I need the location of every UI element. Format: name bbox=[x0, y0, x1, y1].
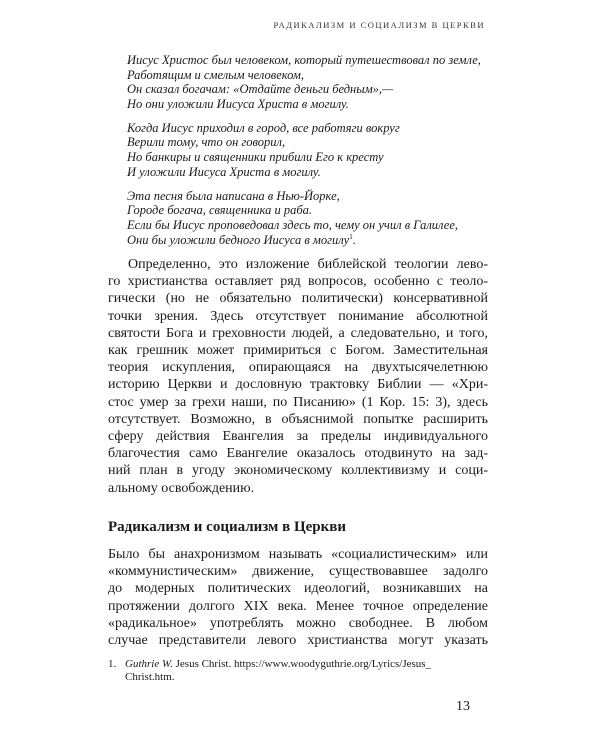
footnote bbox=[108, 658, 488, 683]
footnote-ref[interactable]: 1 bbox=[349, 231, 353, 241]
verse-line: Они бы уложили бедного Иисуса в могилу$^1$. bbox=[127, 231, 356, 247]
paragraph-line: историю Церкви и дословную трактовку Библии — «Хри- bbox=[108, 377, 488, 393]
footnote-text: Jesus Christ. https://www.woodyguthrie.org/Lyrics/Jesus_ bbox=[172, 658, 432, 670]
paragraph-line: сферу действия Евангелия за пределы индивидуального bbox=[108, 429, 488, 445]
paragraph-line: как грешник может примириться с Богом. Заместительная bbox=[108, 343, 488, 359]
paragraph-line: альному освобождению. bbox=[108, 480, 255, 496]
verse-line: Иисус Христос был человеком, который путешествовал по земле, bbox=[127, 53, 481, 67]
page-number: 13 bbox=[456, 699, 470, 714]
stanza bbox=[127, 189, 481, 247]
body-paragraph bbox=[108, 546, 488, 649]
verse-line: И уложили Иисуса Христа в могилу. bbox=[127, 164, 321, 179]
paragraph-line: Определенно, это изложение библейской теологии лево- bbox=[128, 257, 488, 272]
verse-line: Работящим и смелым человеком, bbox=[127, 67, 304, 82]
paragraph-line: го христианства оставляет ряд вопросов, особенно с теоло- bbox=[108, 274, 488, 290]
verse-line: Если бы Иисус проповедовал здесь то, чему он учил в Галилее, bbox=[127, 217, 459, 232]
paragraph-line: отсутствует. Возможно, в объяснимой попытке расширить bbox=[108, 411, 488, 427]
paragraph-line: протяжении долгого XIX века. Менее точное определение bbox=[108, 598, 488, 614]
verse-line: Когда Иисус приходил в город, все работяги вокруг bbox=[127, 120, 400, 135]
body-paragraph bbox=[108, 256, 488, 497]
paragraph-line: ний план в угоду экономическому коллективизму и соци- bbox=[108, 463, 488, 479]
paragraph-line: точки зрения. Здесь отсутствует понимание абсолютной bbox=[108, 308, 488, 324]
footnote-author: Guthrie W. bbox=[125, 658, 173, 670]
verse-line: Верили тому, что он говорил, bbox=[127, 135, 286, 150]
verse-line-text: Они бы уложили бедного Иисуса в могилу bbox=[127, 232, 350, 247]
song-verse bbox=[127, 53, 481, 247]
section-heading: Радикализм и социализм в Церкви bbox=[108, 519, 346, 535]
paragraph-line: «коммунистическим» движение, существовавшее задолго bbox=[108, 564, 488, 580]
footnote-continuation: Christ.htm. bbox=[125, 670, 175, 683]
verse-line: Но банкиры и священники прибили Его к кресту bbox=[127, 150, 384, 165]
stanza bbox=[127, 121, 481, 179]
paragraph-line: гически (но не обязательно политически) консервативной bbox=[108, 291, 488, 307]
paragraph-line: «радикальное» употреблять можно свободнее. В любом bbox=[108, 615, 488, 631]
paragraph-line: случае представители левого христианства могут указать bbox=[108, 633, 488, 649]
verse-line: Но они уложили Иисуса Христа в могилу. bbox=[127, 96, 349, 111]
paragraph-line: Было бы анахронизмом называть «социалистическим» или bbox=[108, 547, 488, 562]
footnote-number: 1. bbox=[108, 658, 117, 670]
running-head: РАДИКАЛИЗМ И СОЦИАЛИЗМ В ЦЕРКВИ bbox=[273, 20, 485, 30]
paragraph-line: благочестия само Евангелие оказалось отодвинуто на зад- bbox=[108, 446, 488, 462]
verse-line: Он сказал богачам: «Отдайте деньги бедным»,— bbox=[127, 82, 394, 97]
verse-line: Городе богача, священника и раба. bbox=[127, 203, 313, 218]
paragraph-line: теория искупления, опирающаяся на двухтысячелетнюю bbox=[108, 360, 488, 376]
paragraph-line: до модерных политических идеологий, возникавших на bbox=[108, 581, 488, 597]
verse-line: Эта песня была написана в Нью-Йорке, bbox=[127, 188, 340, 203]
stanza bbox=[127, 53, 481, 111]
paragraph-line: стос умер за грехи наши, по Писанию» (1 Кор. 15: 3), здесь bbox=[108, 394, 488, 410]
paragraph-line: святости Бога и греховности людей, а следовательно, и того, bbox=[108, 325, 488, 341]
